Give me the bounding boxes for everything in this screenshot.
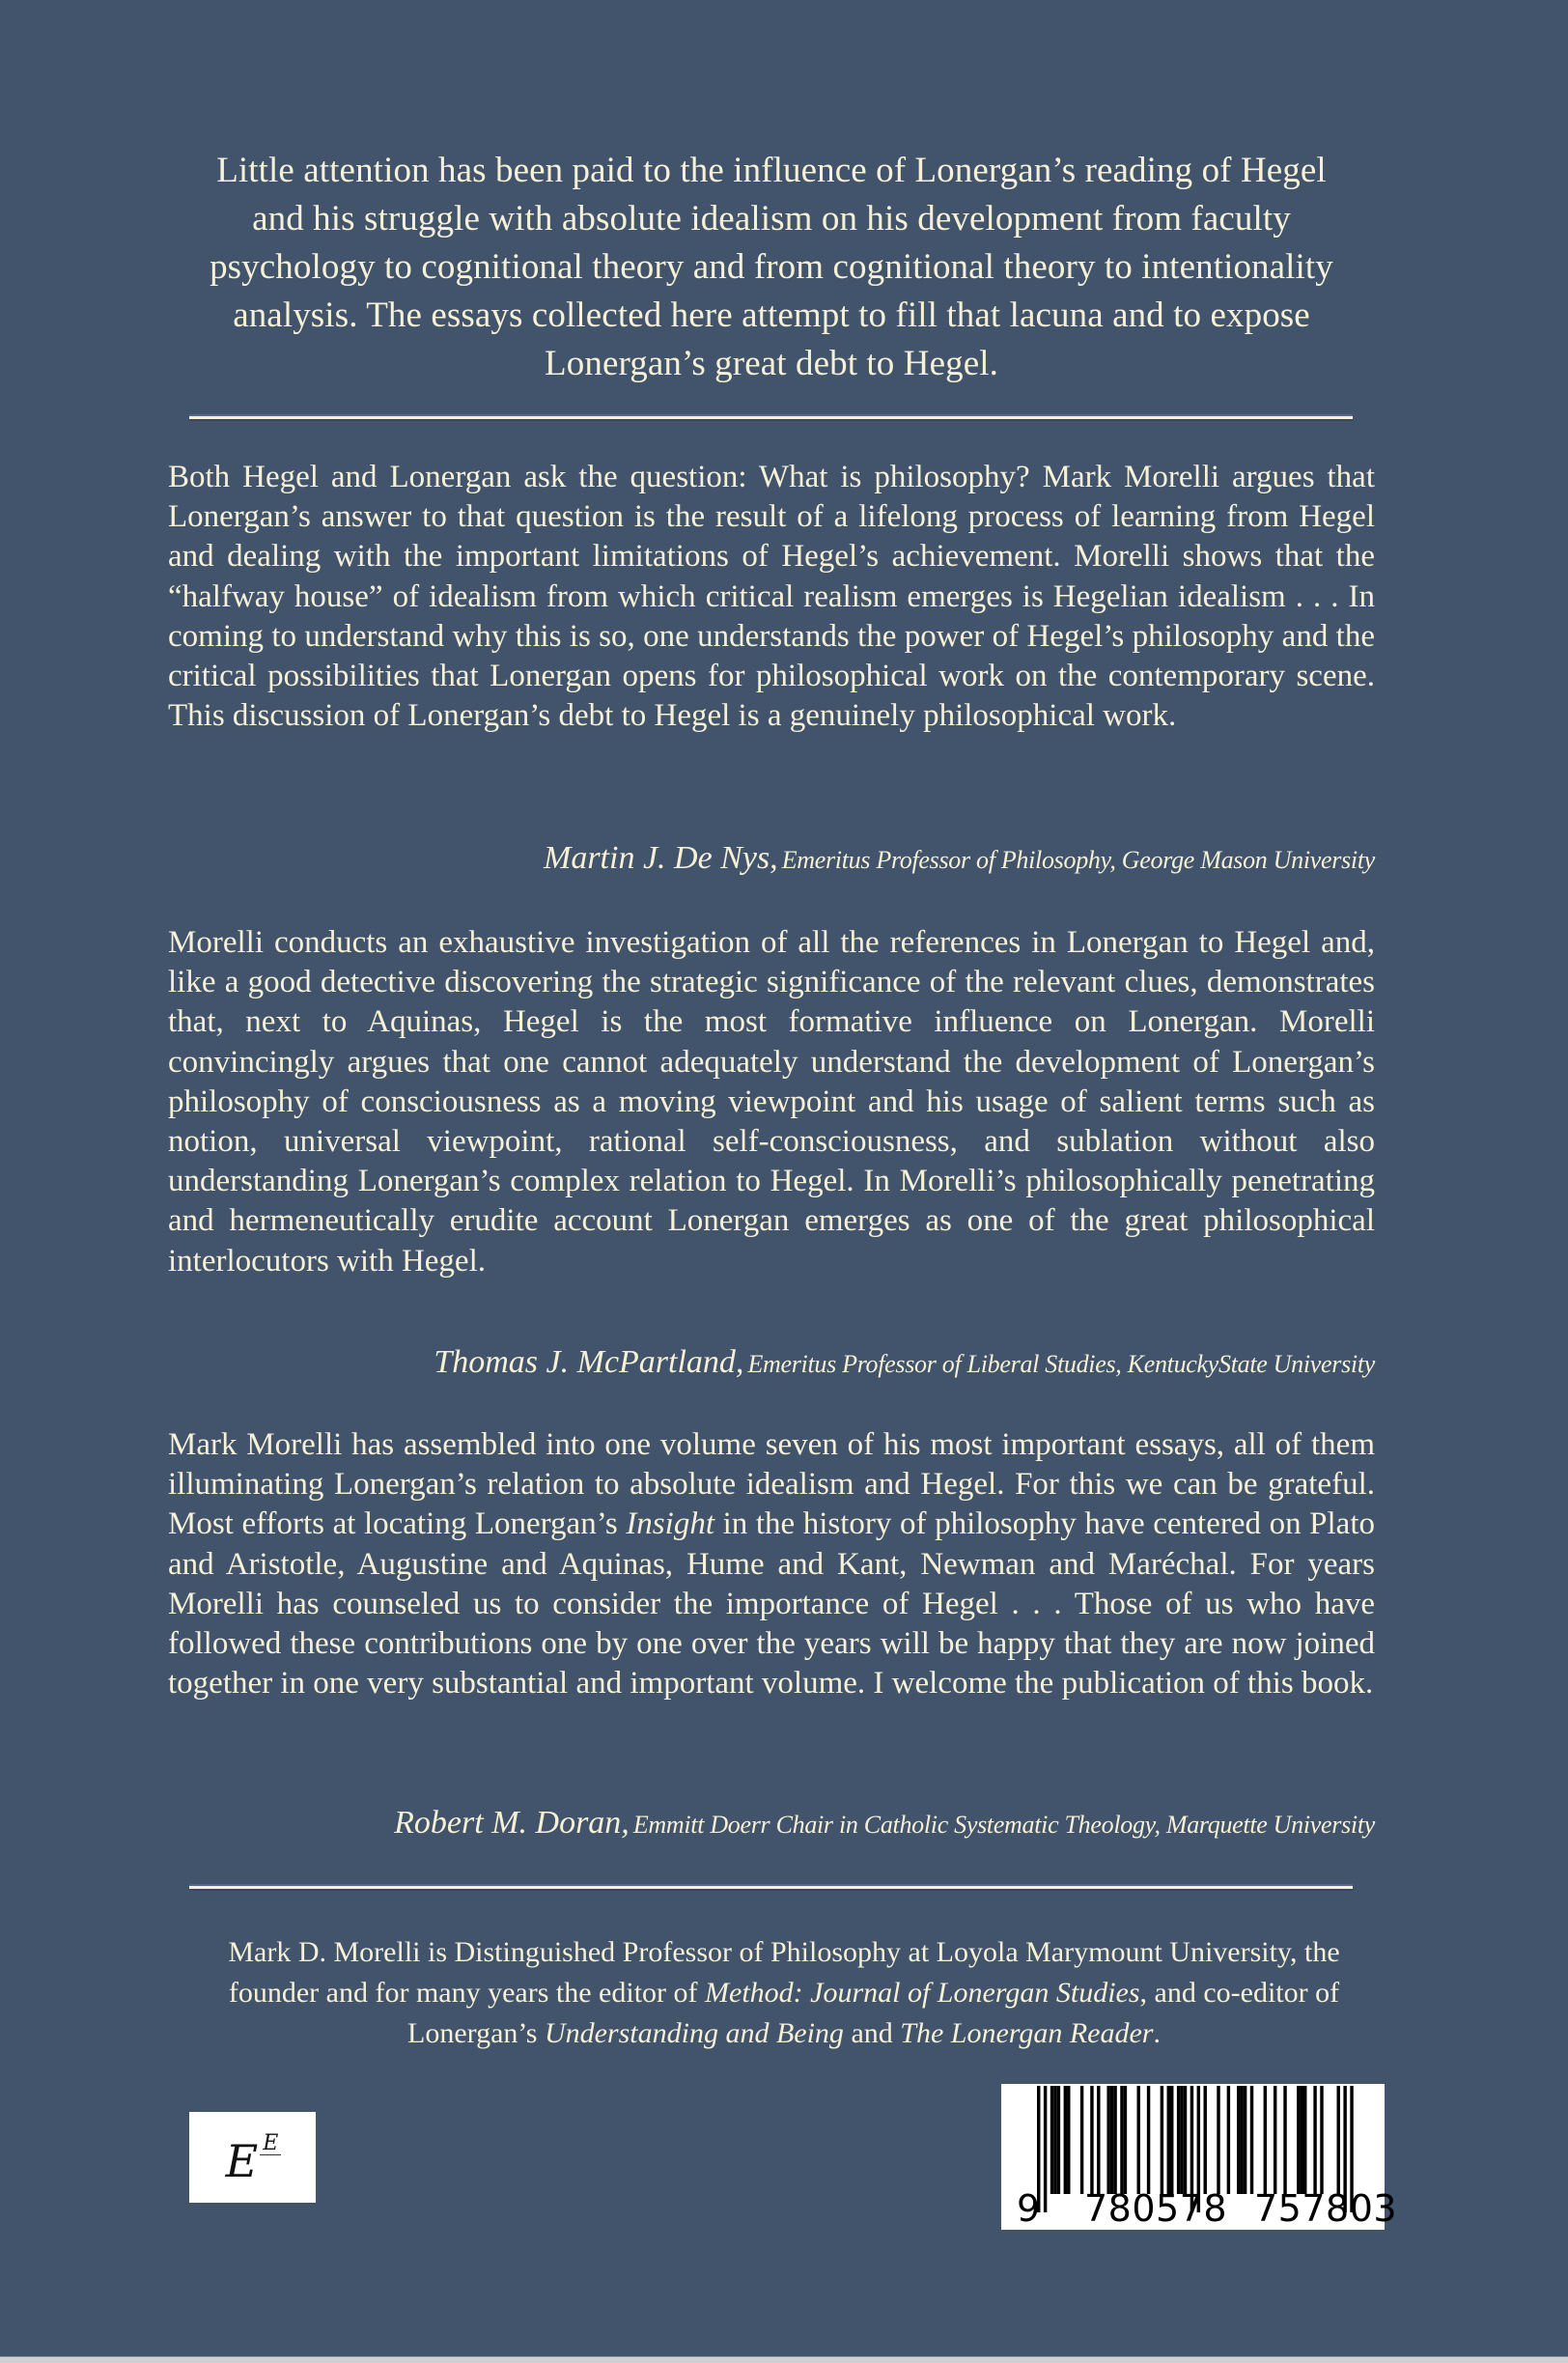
barcode-bar (1320, 2086, 1323, 2194)
logo-letter: E (225, 2135, 259, 2187)
barcode-bar (1204, 2086, 1207, 2194)
barcode-bar (1106, 2086, 1109, 2194)
logo-superscript: E (260, 2133, 281, 2155)
author-bio (189, 1932, 1379, 2054)
bio-book-title: The Lonergan Reader (900, 2017, 1154, 2049)
barcode-bar (1167, 2086, 1170, 2194)
blurb-text-part: Mark Morelli has assembled into one volume seven of his most important essays, all of them illuminating Lonergan’s relation to absolute idealism and Hegel. For this we can be grateful. Most efforts at locating Lonergan’s (168, 1427, 1375, 1542)
blurb-author: Thomas J. McPartland, (434, 1344, 744, 1380)
divider-rule (189, 416, 1353, 419)
barcode-bar (1337, 2086, 1340, 2194)
barcode-bar (1227, 2086, 1230, 2194)
blurb-affiliation: Emeritus Professor of Philosophy, George Mason University (781, 846, 1375, 874)
barcode-bar (1137, 2086, 1140, 2194)
barcode-bar (1240, 2086, 1243, 2194)
blurb-text-part: in the history of philosophy have centered on Plato and Aristotle, Augustine and Aquinas, Hume and Kant, Newman and Maréchal. For years Morelli has counseled us to consider the importance of Hegel . . . Those of us who have followed these contributions one by one over the years will be happy that they are now joined together in one very substantial and important volume. I welcome the publication of this book. (168, 1506, 1375, 1702)
blurb-affiliation: Emmitt Doerr Chair in Catholic Systematic Theology, Marquette University (632, 1811, 1375, 1839)
isbn-barcode (1001, 2084, 1398, 2230)
barcode-bar (1244, 2086, 1246, 2194)
barcode-bar (1057, 2086, 1060, 2194)
blurb-attribution (168, 1344, 1375, 1381)
barcode-bar (1161, 2086, 1163, 2194)
barcode-bar (1124, 2086, 1127, 2194)
bio-text: and (843, 2017, 901, 2049)
blurb-text: Morelli conducts an exhaustive investigation of all the references in Lonergan to Hegel and, like a good detective discovering the strategic significance of the relevant clues, demonstrates that, next to Aquinas, Hegel is the most formative influence on Lonergan. Morelli convincingly argues that one cannot adequately understand the development of Lonergan’s philosophy of consciousness as a moving viewpoint and his usage of salient terms such as notion, universal viewpoint, rational self-consciousness, and sublation without also understanding Lonergan’s complex relation to Hegel. In Morelli’s philosophically penetrating and hermeneutically erudite account Lonergan emerges as one of the great philosophical interlocutors with Hegel. (168, 925, 1375, 1279)
bio-book-title: Understanding and Being (544, 2017, 844, 2049)
publisher-logo-icon (189, 2112, 316, 2203)
divider-rule (189, 1886, 1353, 1889)
barcode-bar (1147, 2086, 1150, 2194)
blurb-attribution (168, 840, 1375, 877)
barcode-right-digits: 757803 (1254, 2187, 1398, 2230)
barcode-lead-digit: 9 (1017, 2187, 1041, 2230)
bio-text: , and co-editor of Lonergan’s (407, 1977, 1340, 2049)
barcode-bar (1283, 2086, 1286, 2194)
blurb-affiliation: Emeritus Professor of Liberal Studies, KentuckyState University (747, 1350, 1375, 1378)
barcode-bar (1080, 2086, 1083, 2194)
barcode-bar (1110, 2086, 1113, 2194)
barcode-bar (1184, 2086, 1187, 2194)
barcode-bar (1177, 2086, 1180, 2194)
bio-journal-title: Method: Journal of Lonergan Studies (705, 1977, 1140, 2009)
barcode-bar (1274, 2086, 1276, 2194)
barcode-bar (1053, 2086, 1056, 2194)
bio-text: . (1153, 2017, 1161, 2049)
blurb-author: Martin J. De Nys, (544, 840, 778, 876)
barcode-bar (1064, 2086, 1067, 2194)
barcode-bar (1120, 2086, 1123, 2194)
barcode-bar (1237, 2086, 1240, 2194)
barcode-bar (1217, 2086, 1219, 2194)
barcode-bar (1170, 2086, 1173, 2194)
barcode-bar (1297, 2086, 1300, 2194)
blurb-attribution (168, 1805, 1375, 1842)
blurb-author: Robert M. Doran, (394, 1805, 630, 1841)
barcode-bar (1301, 2086, 1303, 2194)
barcode-bar (1250, 2086, 1253, 2194)
blurb-text (168, 1425, 1375, 1703)
barcode-bar (1067, 2086, 1070, 2194)
intro-paragraph: Little attention has been paid to the influence of Lonergan’s reading of Hegel and his struggle with absolute idealism on his development from faculty psychology to cognitional theory and from cognitional theory to intentionality analysis. The essays collected here attempt to fill that lacuna and to expose Lonergan’s great debt to Hegel. (210, 151, 1333, 383)
blurb-text: Both Hegel and Lonergan ask the question: What is philosophy? Mark Morelli argues that Lonergan’s answer to that question is the result of a lifelong process of learning from Hegel and dealing with the important limitations of Hegel’s achievement. Morelli shows that the “halfway house” of idealism from which critical realism emerges is Hegelian idealism . . . In coming to understand why this is so, one understands the power of Hegel’s philosophy and the critical possibilities that Lonergan opens for philosophical work on the contemporary scene. This discussion of Lonergan’s debt to Hegel is a genuinely philosophical work. (168, 460, 1375, 734)
book-title-insight: Insight (626, 1506, 714, 1542)
barcode-bar (1090, 2086, 1093, 2194)
barcode-bar (1313, 2086, 1316, 2194)
barcode-bar (1113, 2086, 1116, 2194)
barcode-bar (1097, 2086, 1100, 2194)
barcode-bar (1050, 2086, 1053, 2194)
barcode-bar (1180, 2086, 1183, 2194)
barcode-bar (1303, 2086, 1306, 2194)
barcode-bar (1264, 2086, 1267, 2194)
barcode-bar (1044, 2086, 1047, 2212)
bio-text: Mark D. Morelli is Distinguished Professor of Philosophy at Loyola Marymount University, the founder and for many years the editor of (228, 1936, 1340, 2009)
barcode-left-digits: 780578 (1084, 2187, 1228, 2230)
